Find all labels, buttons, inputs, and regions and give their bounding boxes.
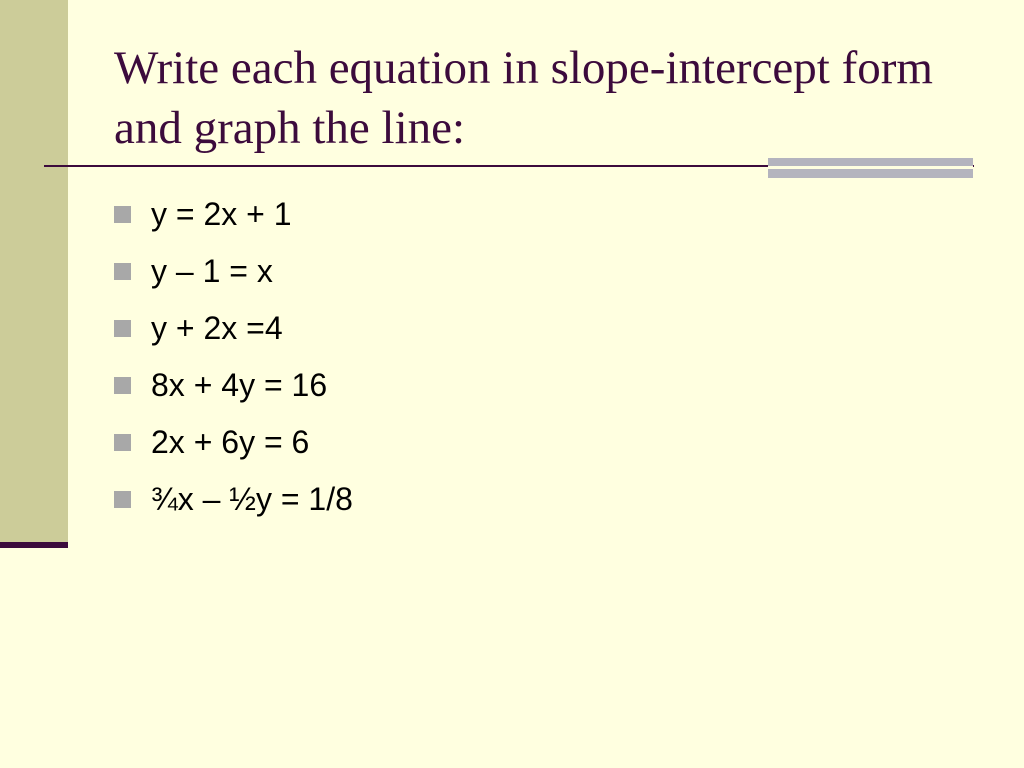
square-bullet-icon — [114, 434, 131, 451]
list-item — [114, 471, 353, 528]
equation-text: ¾x – ½y = 1/8 — [151, 481, 353, 517]
equation-text: y = 2x + 1 — [151, 196, 292, 232]
equation-text: 8x + 4y = 16 — [151, 367, 328, 403]
square-bullet-icon — [114, 491, 131, 508]
list-item — [114, 186, 353, 243]
left-decorative-band — [0, 0, 68, 542]
square-bullet-icon — [114, 263, 131, 280]
equation-list — [114, 186, 353, 528]
list-item — [114, 357, 353, 414]
equation-text: y + 2x =4 — [151, 310, 283, 346]
equation-text: 2x + 6y = 6 — [151, 424, 310, 460]
title-accent-gap — [768, 166, 973, 169]
square-bullet-icon — [114, 206, 131, 223]
left-band-underline — [0, 542, 68, 548]
list-item — [114, 414, 353, 471]
slide-title: Write each equation in slope-intercept form and graph the line: — [114, 42, 933, 154]
square-bullet-icon — [114, 377, 131, 394]
equation-text: y – 1 = x — [151, 253, 273, 289]
list-item — [114, 300, 353, 357]
square-bullet-icon — [114, 320, 131, 337]
list-item — [114, 243, 353, 300]
